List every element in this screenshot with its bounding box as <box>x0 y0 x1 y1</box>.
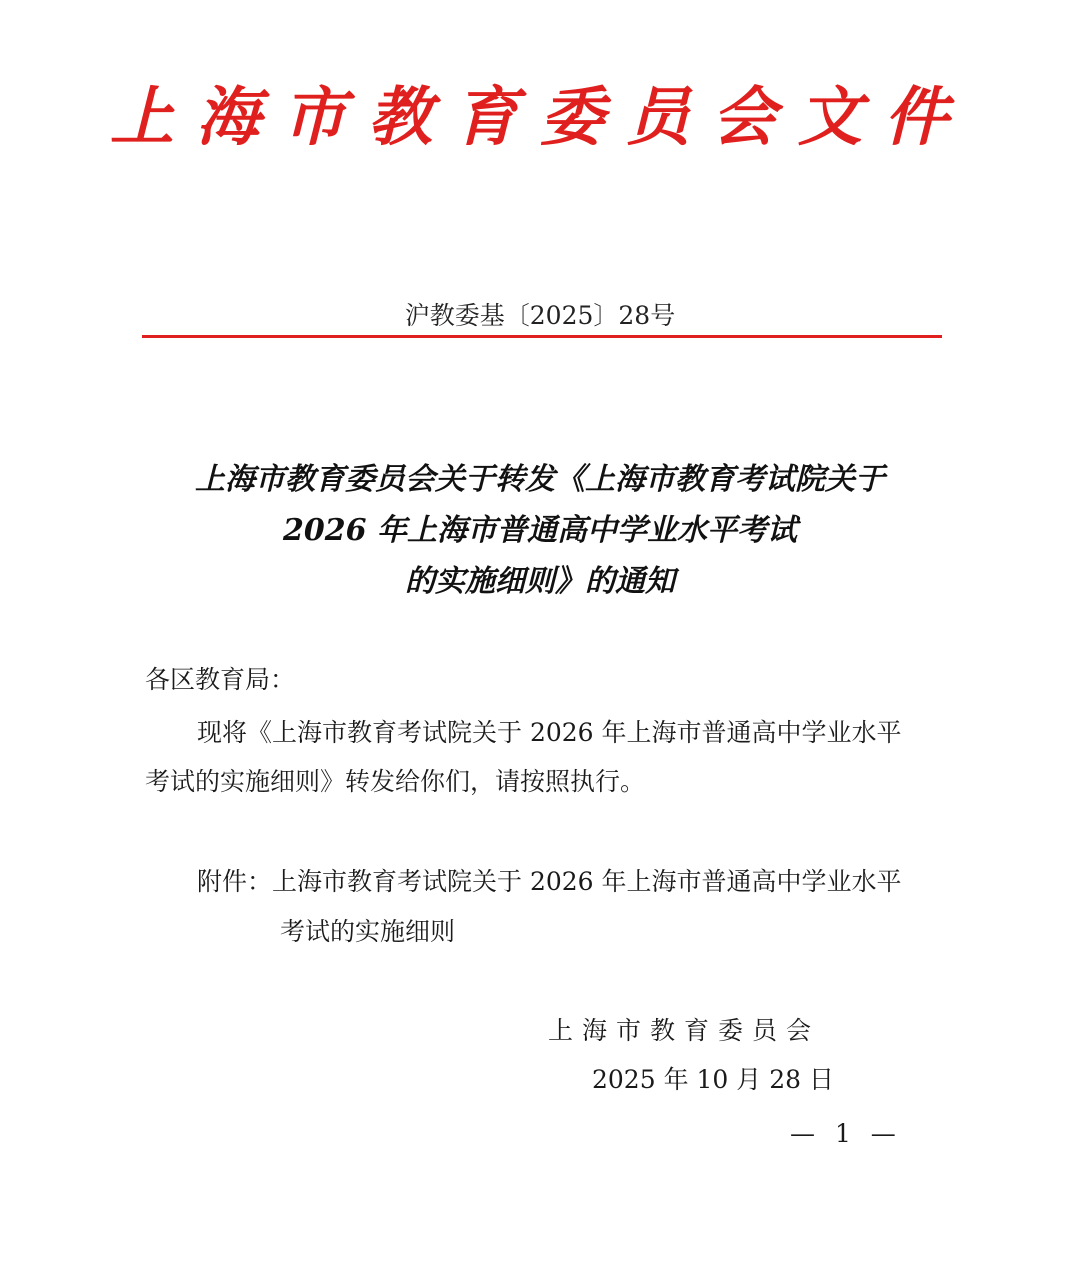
attachment-line-1: 附件：上海市教育考试院关于 2026 年上海市普通高中学业水平 <box>197 867 902 896</box>
issue-date: 2025 年 10 月 28 日 <box>592 1065 834 1094</box>
document-title-line-2: 2026 年上海市普通高中学业水平考试 <box>283 513 797 548</box>
salutation: 各区教育局： <box>145 665 296 694</box>
document-title-line-3: 的实施细则》的通知 <box>405 564 675 599</box>
page-number: — 1 — <box>790 1119 902 1148</box>
attachment-line-2: 考试的实施细则 <box>280 917 456 946</box>
body-paragraph-line-2: 考试的实施细则》转发给你们，请按照执行。 <box>145 767 646 796</box>
masthead-title: 上海市教育委员会文件 <box>110 80 970 155</box>
signer-organization: 上海市教育委员会 <box>548 1016 821 1045</box>
body-paragraph-line-1: 现将《上海市教育考试院关于 2026 年上海市普通高中学业水平 <box>197 718 902 747</box>
document-number: 沪教委基〔2025〕28号 <box>404 301 676 330</box>
red-divider-line <box>142 335 942 338</box>
document-title-line-1: 上海市教育委员会关于转发《上海市教育考试院关于 <box>195 462 885 497</box>
